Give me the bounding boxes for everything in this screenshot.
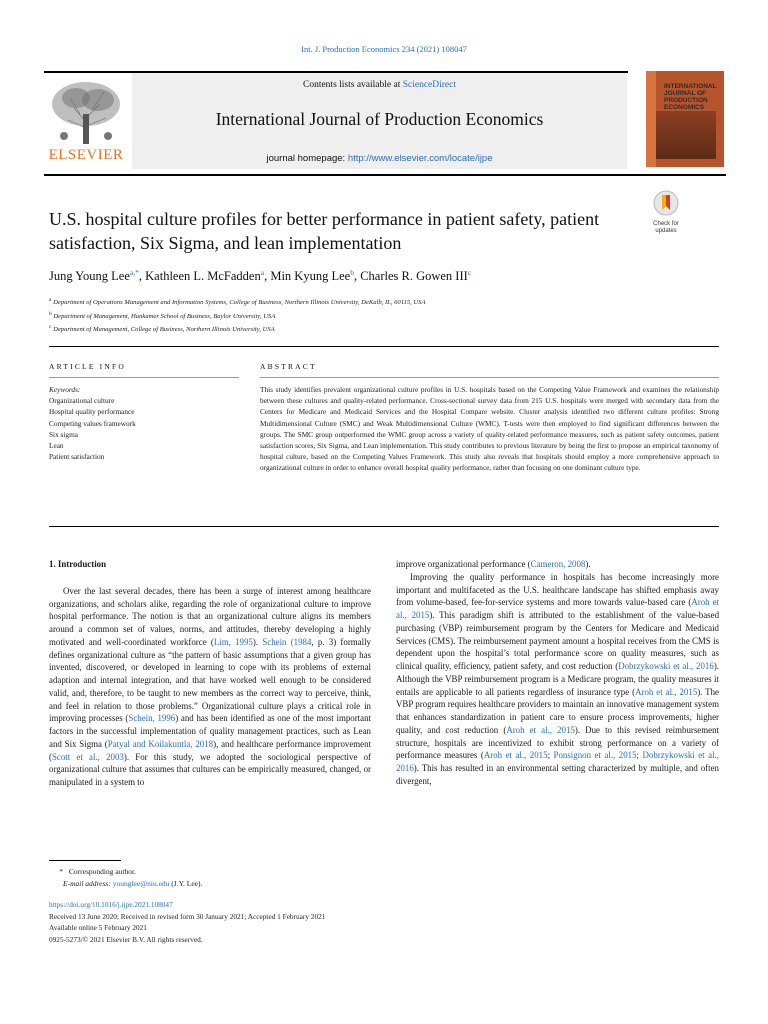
body-paragraph: [396, 571, 719, 788]
affiliation-text: Department of Management, College of Business, Northern Illinois University, USA: [53, 326, 275, 334]
keyword-item: Six sigma: [49, 429, 78, 439]
publisher-wordmark: ELSEVIER: [48, 147, 124, 163]
copyright: 0925-5273/© 2021 Elsevier B.V. All rights reserved.: [49, 934, 203, 944]
cover-spine: [646, 71, 656, 167]
doi-link[interactable]: https://doi.org/10.1016/j.ijpe.2021.108047: [49, 900, 173, 909]
body-text: improve organizational performance (: [396, 559, 531, 569]
affiliation-text: Department of Management, Hankamer School of Business, Baylor University, USA: [53, 312, 276, 320]
abstract-text: This study identifies prevalent organizational culture profiles in U.S. hospitals based on the Competing Value Framework and examines the relationship between these cultures and quality-related performance. Cross-sectional survey data from 215 U.S. hospitals were merged with secondary data from the Centers for Medicare and Medicaid Services and the Hospital Compare website. Cluster analysis identified two different culture profiles: Strong Multidimensional Culture (SMC) and Weak Multidimensional Culture (WMC). T-tests were then employed to find significant differences between the groups. The SMC group outperformed the WMC group across a variety of quality-related performance measures, such as patient safety outcomes, patient satisfaction scores, Six Sigma, and Lean implementation. This study contributes to previous literature by being the first to propose an empirical taxonomy of hospital culture, based on the Competing Values Framework. This study also reveals that hospitals should employ a more comprehensive approach to organizational culture in order to enhance overall hospital quality performance, rather than focusing on one dominant culture type.: [260, 385, 719, 473]
cover-title: INTERNATIONAL JOURNAL OF PRODUCTION ECONOMICS: [664, 83, 717, 111]
article-info-rule: [49, 377, 239, 378]
footnote-mark: *: [59, 867, 63, 876]
body-text: ). This has resulted in an environmental setting characterized by multiple, and often divergent,: [396, 763, 719, 786]
author-affil-marker[interactable]: a,*: [129, 268, 139, 277]
abstract-heading: ABSTRACT: [260, 362, 317, 371]
citation-link[interactable]: Aroh et al., 2015: [635, 686, 698, 697]
citation-link[interactable]: Aroh et al., 2015: [506, 724, 575, 735]
affiliation-marker: c: [49, 324, 52, 331]
email-suffix: (J.Y. Lee).: [169, 879, 203, 888]
citation-link[interactable]: Aroh et al., 2015: [483, 750, 548, 761]
body-text: ). Although the VBP reimbursement program is a Medicare program, the quality measures it entails are applicable to all patients regardless of insurance type (: [396, 661, 719, 697]
author-affil-marker[interactable]: c: [467, 268, 472, 277]
body-text: , p. 3) formally defines organizational culture as “the pattern of basic assumptions that a given group has invented, discovered, or developed in learning to cope with its problems of external adaption and internal integration, and that have worked well enough to be considered valid, and, therefore, to be taught to new members as the correct way to perceive, think, and feel in relation to those problems.” Organizational culture plays a critical role in improving processes (: [49, 636, 371, 724]
citation-link[interactable]: Aroh et al., 2015: [396, 597, 719, 620]
check-for-updates-badge[interactable]: [648, 190, 684, 234]
article-title: U.S. hospital culture profiles for better performance in patient safety, patient satisfaction, Six Sigma, and lean implementation: [49, 209, 600, 253]
body-text: ).: [585, 559, 591, 569]
journal-title[interactable]: International Journal of Production Economics: [215, 109, 544, 129]
homepage-label: journal homepage:: [266, 153, 348, 164]
cover-artwork: [656, 111, 716, 159]
body-text: ;: [636, 750, 643, 761]
journal-header: [132, 71, 627, 169]
corresponding-author-note: [49, 866, 202, 878]
affiliations: [49, 295, 426, 336]
article-meta: [49, 899, 325, 945]
footnotes: [49, 866, 202, 890]
author-list: Jung Young Lee$^{a,*}$, Kathleen L. McFadden$^a$, Min Kyung Lee$^b$, Charles R. Gowen III$^c$: [49, 268, 472, 284]
body-column-right: [396, 558, 719, 788]
email-label: E-mail address:: [63, 879, 113, 888]
citation-link[interactable]: Patyal and Koilakuntla, 2018: [107, 738, 214, 749]
body-text: Improving the quality performance in hospitals has become increasingly more important and multifaceted as the U.S. healthcare landscape has shifted emphasis away from volume-based, fee-for-service systems and more towards value-based care (: [396, 571, 719, 608]
elsevier-logo[interactable]: [46, 78, 126, 164]
corresponding-author-label: Corresponding author.: [68, 867, 136, 876]
author-affil-marker[interactable]: a: [260, 268, 265, 277]
citation-link[interactable]: Lim, 1995: [213, 636, 253, 647]
body-text: ). Due to this revised reimbursement structure, hospitals are incentivized to exhibit strong performance on a variety of performance measures (: [396, 724, 719, 761]
keyword-item: Organizational culture: [49, 396, 115, 406]
keyword-item: Lean: [49, 441, 64, 451]
available-online: Available online 5 February 2021: [49, 923, 147, 932]
sciencedirect-link[interactable]: ScienceDirect: [402, 80, 456, 90]
homepage-link[interactable]: http://www.elsevier.com/locate/ijpe: [347, 153, 493, 164]
affiliation-marker: a: [49, 297, 52, 303]
body-text: ). For this study, we adopted the sociological perspective of organizational culture that assumes that cultures can be empirically measured, changed, or manipulated in a system to: [49, 751, 372, 787]
author-name[interactable]: Charles R. Gowen III: [360, 269, 468, 284]
citation-link[interactable]: Schein, 1996: [128, 713, 176, 724]
body-paragraph: [49, 585, 371, 789]
author-name[interactable]: Min Kyung Lee: [270, 269, 351, 284]
author-affil-marker[interactable]: b: [350, 268, 354, 277]
affiliation-text: Department of Operations Management and Information Systems, College of Business, Northern Illinois University, DeKalb, IL, 60115, USA: [53, 299, 426, 307]
running-head[interactable]: Int. J. Production Economics 234 (2021) 108047: [301, 44, 467, 54]
body-paragraph: [396, 558, 719, 571]
keyword-item: Hospital quality performance: [49, 407, 135, 417]
section-heading: 1. Introduction: [49, 559, 107, 569]
author-name[interactable]: Jung Young Lee: [49, 269, 130, 284]
body-column-left: [49, 558, 371, 789]
keywords-block: [49, 384, 136, 462]
body-text: ), and healthcare performance improvement (: [49, 738, 372, 762]
affiliation-marker: b: [49, 310, 52, 317]
email-link[interactable]: younglee@niu.edu: [112, 879, 170, 888]
email-note: [49, 878, 202, 890]
affiliation-item: [49, 322, 426, 336]
abstract-rule: [260, 377, 719, 378]
body-text: ;: [547, 750, 554, 761]
body-text: ). This paradigm shift is attributed to the establishment of the value-based purchasing (VBP) reimbursement program by the Centers for Medicare and Medicaid Services (CMS). The reimbursement payment amount a hospital receives from the CMS is dependent upon the hospital’s total performance score on quality measures, such as clinical quality, efficiency, patient safety, and cost reduction (: [396, 610, 720, 671]
citation-link[interactable]: Ponsignon et al., 2015: [553, 750, 637, 761]
citation-link[interactable]: Scott et al., 2003: [51, 751, 124, 762]
footnote-rule: [49, 860, 121, 861]
body-text: Over the last several decades, there has been a surge of interest among healthcare organizations, and scholars alike, regarding the role of organizational culture to improve hospital performance. The notion is that an organizational culture aligns its members around a common set of values, norms, and attitudes, thereby developing a highly motivated and well-coordinated workforce (: [49, 585, 371, 647]
elsevier-tree-icon: [46, 78, 126, 146]
keyword-item: Competing values framework: [49, 418, 136, 428]
affiliation-item: [49, 309, 426, 323]
journal-homepage: [132, 153, 627, 164]
abstract-bottom-rule: [49, 526, 719, 527]
contents-prefix: Contents lists available at: [302, 80, 403, 90]
citation-link[interactable]: Dobrzykowski et al., 2016: [396, 750, 719, 773]
affiliation-item: [49, 295, 426, 309]
citation-link[interactable]: Dobrzykowski et al., 2016: [618, 661, 714, 671]
author-name[interactable]: Kathleen L. McFadden: [145, 269, 261, 284]
header-bottom-rule: [44, 174, 726, 176]
citation-link[interactable]: Cameron, 2008: [530, 559, 586, 569]
crossmark-icon: [653, 190, 679, 216]
article-info-heading: ARTICLE INFO: [49, 362, 126, 371]
keywords-label: Keywords:: [49, 385, 81, 394]
crossmark-label: Check for updates: [653, 221, 679, 234]
received-dates: Received 13 June 2020; Received in revised form 30 January 2021; Accepted 1 February 2021: [49, 911, 326, 921]
contents-line: [132, 80, 627, 90]
body-text: ) and has been identified as one of the most important factors in the successful implementation of quality management practices, such as Lean and Six Sigma (: [49, 713, 371, 749]
journal-cover-image[interactable]: [646, 71, 724, 167]
body-text: ).: [252, 636, 263, 647]
citation-link[interactable]: Schein (1984: [262, 636, 312, 647]
affiliation-rule: [49, 346, 719, 347]
body-text: ). The VBP program requires healthcare providers to maintain an innovative management system that enhances standardization in patient care to ensure process improvements, higher quality, and cost reduction (: [396, 686, 719, 735]
keyword-item: Patient satisfaction: [49, 452, 105, 462]
